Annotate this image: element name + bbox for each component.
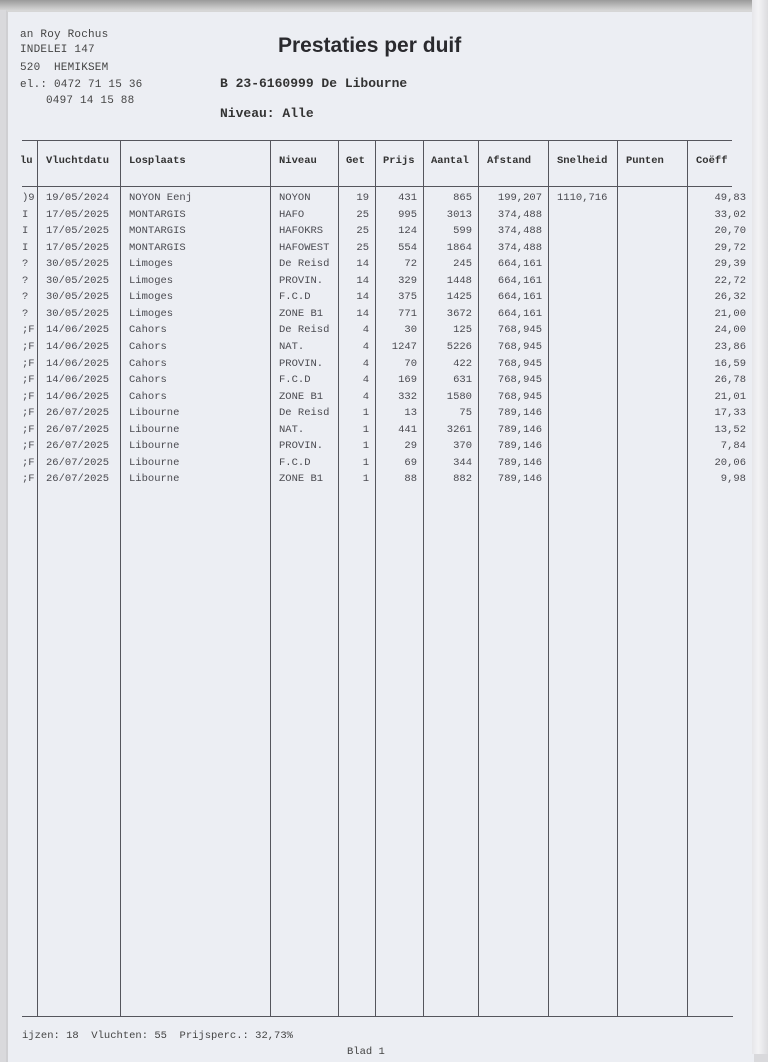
cell-prijs: 169 xyxy=(398,374,417,387)
cell-flight-date: 19/05/2024 xyxy=(46,192,110,204)
cell-afstand: 664,161 xyxy=(497,258,542,271)
cell-aantal: 1448 xyxy=(446,274,472,287)
cell-niveau: HAFOWEST xyxy=(279,241,330,254)
cell-get: 4 xyxy=(362,357,369,370)
cell-prijs: 69 xyxy=(404,456,417,469)
cell-aantal: 125 xyxy=(453,324,472,337)
cell-snelheid: 1110,716 xyxy=(557,192,608,204)
cell-release-location: Cahors xyxy=(129,390,167,403)
cell-release-location: Libourne xyxy=(129,473,180,486)
cell-release-location: MONTARGIS xyxy=(129,225,186,238)
cell-release-location: Limoges xyxy=(129,258,174,271)
cell-ring-suffix: ;F xyxy=(22,407,35,420)
cell-get: 25 xyxy=(356,208,369,221)
table-top-border xyxy=(22,140,732,141)
table-row xyxy=(0,471,760,487)
cell-niveau: F.C.D xyxy=(279,291,311,304)
cell-flight-date: 14/06/2025 xyxy=(46,340,110,353)
cell-prijs: 29 xyxy=(404,440,417,453)
cell-ring-suffix: ;F xyxy=(22,456,35,469)
cell-release-location: MONTARGIS xyxy=(129,208,186,221)
cell-coeff: 24,00 xyxy=(714,324,746,337)
cell-flight-date: 17/05/2025 xyxy=(46,208,110,221)
cell-ring-suffix: ? xyxy=(22,307,29,320)
col-header-losplaats: Losplaats xyxy=(129,155,186,167)
cell-niveau: ZONE B1 xyxy=(279,390,324,403)
cell-niveau: HAFOKRS xyxy=(279,225,324,238)
cell-afstand: 768,945 xyxy=(497,374,542,387)
cell-niveau: HAFO xyxy=(279,208,305,221)
cell-prijs: 1247 xyxy=(391,340,417,353)
cell-aantal: 1864 xyxy=(446,241,472,254)
cell-flight-date: 14/06/2025 xyxy=(46,357,110,370)
cell-release-location: Libourne xyxy=(129,407,180,420)
cell-flight-date: 26/07/2025 xyxy=(46,473,110,486)
cell-prijs: 431 xyxy=(398,192,417,204)
cell-get: 25 xyxy=(356,225,369,238)
cell-afstand: 664,161 xyxy=(497,274,542,287)
cell-prijs: 995 xyxy=(398,208,417,221)
sender-name xyxy=(20,24,108,34)
cell-ring-suffix: ;F xyxy=(22,423,35,436)
cell-niveau: ZONE B1 xyxy=(279,307,324,320)
cell-get: 1 xyxy=(362,473,369,486)
col-header-snelheid: Snelheid xyxy=(557,155,608,167)
cell-coeff: 9,98 xyxy=(720,473,746,486)
cell-release-location: Limoges xyxy=(129,274,174,287)
cell-get: 1 xyxy=(362,440,369,453)
cell-coeff: 21,01 xyxy=(714,390,746,403)
cell-niveau: NOYON xyxy=(279,192,311,204)
cell-niveau: F.C.D xyxy=(279,374,311,387)
cell-get: 14 xyxy=(356,274,369,287)
table-row xyxy=(0,389,760,405)
cell-niveau: ZONE B1 xyxy=(279,473,324,486)
table-row xyxy=(0,306,760,322)
cell-flight-date: 26/07/2025 xyxy=(46,407,110,420)
cell-niveau: NAT. xyxy=(279,423,305,436)
table-row xyxy=(0,256,760,272)
table-row xyxy=(0,289,760,305)
cell-coeff: 26,32 xyxy=(714,291,746,304)
cell-ring-suffix: ? xyxy=(22,274,29,287)
cell-get: 4 xyxy=(362,324,369,337)
cell-release-location: Limoges xyxy=(129,291,174,304)
cell-coeff: 17,33 xyxy=(714,407,746,420)
cell-coeff: 22,72 xyxy=(714,274,746,287)
cell-aantal: 75 xyxy=(459,407,472,420)
table-row xyxy=(0,223,760,239)
table-row xyxy=(0,240,760,256)
cell-coeff: 49,83 xyxy=(714,192,746,204)
cell-release-location: Cahors xyxy=(129,324,167,337)
sender-city: 520 HEMIKSEM xyxy=(20,62,109,74)
table-row xyxy=(0,339,760,355)
cell-get: 14 xyxy=(356,291,369,304)
cell-coeff: 33,02 xyxy=(714,208,746,221)
cell-ring-suffix: I xyxy=(22,208,29,221)
cell-aantal: 882 xyxy=(453,473,472,486)
cell-aantal: 344 xyxy=(453,456,472,469)
cell-afstand: 789,146 xyxy=(497,407,542,420)
col-header-aantal: Aantal xyxy=(431,155,469,167)
cell-ring-suffix: ;F xyxy=(22,473,35,486)
cell-afstand: 789,146 xyxy=(497,456,542,469)
scan-right-edge xyxy=(752,0,768,1054)
cell-prijs: 329 xyxy=(398,274,417,287)
cell-prijs: 375 xyxy=(398,291,417,304)
cell-release-location: Cahors xyxy=(129,357,167,370)
cell-flight-date: 30/05/2025 xyxy=(46,307,110,320)
cell-get: 25 xyxy=(356,241,369,254)
summary-line: ijzen: 18 Vluchten: 55 Prijsperc.: 32,73% xyxy=(22,1030,293,1042)
cell-afstand: 374,488 xyxy=(497,241,542,254)
cell-ring-suffix: ;F xyxy=(22,440,35,453)
cell-ring-suffix: )9 xyxy=(22,192,35,204)
cell-coeff: 20,06 xyxy=(714,456,746,469)
cell-afstand: 664,161 xyxy=(497,307,542,320)
cell-release-location: Libourne xyxy=(129,456,180,469)
table-row xyxy=(0,438,760,454)
cell-release-location: Libourne xyxy=(129,440,180,453)
cell-coeff: 26,78 xyxy=(714,374,746,387)
cell-flight-date: 26/07/2025 xyxy=(46,423,110,436)
cell-coeff: 29,39 xyxy=(714,258,746,271)
cell-coeff: 23,86 xyxy=(714,340,746,353)
col-header-ring: lu xyxy=(20,155,33,167)
col-header-get: Get xyxy=(346,155,365,167)
cell-coeff: 13,52 xyxy=(714,423,746,436)
cell-aantal: 245 xyxy=(453,258,472,271)
cell-niveau: De Reisd xyxy=(279,258,330,271)
cell-afstand: 199,207 xyxy=(497,192,542,204)
cell-afstand: 768,945 xyxy=(497,357,542,370)
cell-flight-date: 14/06/2025 xyxy=(46,374,110,387)
table-row xyxy=(0,190,760,206)
cell-afstand: 789,146 xyxy=(497,423,542,436)
table-row xyxy=(0,372,760,388)
cell-aantal: 631 xyxy=(453,374,472,387)
cell-get: 4 xyxy=(362,390,369,403)
cell-ring-suffix: ;F xyxy=(22,374,35,387)
cell-aantal: 1425 xyxy=(446,291,472,304)
cell-niveau: De Reisd xyxy=(279,324,330,337)
cell-release-location: Cahors xyxy=(129,340,167,353)
cell-prijs: 30 xyxy=(404,324,417,337)
cell-niveau: F.C.D xyxy=(279,456,311,469)
col-header-afstand: Afstand xyxy=(487,155,532,167)
cell-coeff: 20,70 xyxy=(714,225,746,238)
cell-coeff: 29,72 xyxy=(714,241,746,254)
cell-release-location: Cahors xyxy=(129,374,167,387)
col-header-niveau: Niveau xyxy=(279,155,317,167)
cell-coeff: 7,84 xyxy=(720,440,746,453)
cell-get: 14 xyxy=(356,258,369,271)
cell-ring-suffix: ;F xyxy=(22,357,35,370)
cell-prijs: 554 xyxy=(398,241,417,254)
cell-aantal: 865 xyxy=(453,192,472,204)
pigeon-id: B 23-6160999 De Libourne xyxy=(220,76,408,91)
cell-aantal: 1580 xyxy=(446,390,472,403)
cell-get: 14 xyxy=(356,307,369,320)
col-header-vluchtdatum: Vluchtdatu xyxy=(46,155,110,167)
cell-ring-suffix: ;F xyxy=(22,324,35,337)
cell-get: 1 xyxy=(362,456,369,469)
cell-release-location: Limoges xyxy=(129,307,174,320)
col-header-punten: Punten xyxy=(626,155,664,167)
cell-get: 1 xyxy=(362,407,369,420)
sender-phone: el.: 0472 71 15 36 xyxy=(20,79,143,91)
cell-ring-suffix: ;F xyxy=(22,390,35,403)
cell-ring-suffix: ? xyxy=(22,291,29,304)
scan-top-edge xyxy=(0,0,768,10)
table-row xyxy=(0,322,760,338)
cell-release-location: NOYON Eenj xyxy=(129,192,193,204)
table-row xyxy=(0,207,760,223)
table-row xyxy=(0,455,760,471)
cell-coeff: 21,00 xyxy=(714,307,746,320)
cell-ring-suffix: I xyxy=(22,225,29,238)
cell-prijs: 70 xyxy=(404,357,417,370)
cell-flight-date: 14/06/2025 xyxy=(46,324,110,337)
cell-prijs: 124 xyxy=(398,225,417,238)
cell-prijs: 72 xyxy=(404,258,417,271)
cell-afstand: 374,488 xyxy=(497,208,542,221)
table-bottom-border xyxy=(22,1016,733,1017)
header-bottom-border xyxy=(22,186,732,187)
cell-niveau: PROVIN. xyxy=(279,440,324,453)
cell-get: 1 xyxy=(362,423,369,436)
cell-flight-date: 26/07/2025 xyxy=(46,440,110,453)
cell-niveau: PROVIN. xyxy=(279,357,324,370)
cell-afstand: 789,146 xyxy=(497,440,542,453)
cell-afstand: 789,146 xyxy=(497,473,542,486)
niveau-filter: Niveau: Alle xyxy=(220,106,314,121)
cell-get: 4 xyxy=(362,340,369,353)
cell-flight-date: 17/05/2025 xyxy=(46,225,110,238)
table-row xyxy=(0,356,760,372)
cell-release-location: Libourne xyxy=(129,423,180,436)
cell-aantal: 3672 xyxy=(446,307,472,320)
cell-afstand: 374,488 xyxy=(497,225,542,238)
table-row xyxy=(0,422,760,438)
cell-flight-date: 17/05/2025 xyxy=(46,241,110,254)
cell-afstand: 768,945 xyxy=(497,340,542,353)
cell-get: 4 xyxy=(362,374,369,387)
cell-release-location: MONTARGIS xyxy=(129,241,186,254)
cell-flight-date: 26/07/2025 xyxy=(46,456,110,469)
cell-niveau: PROVIN. xyxy=(279,274,324,287)
cell-aantal: 5226 xyxy=(446,340,472,353)
cell-aantal: 3261 xyxy=(446,423,472,436)
cell-aantal: 422 xyxy=(453,357,472,370)
document-page xyxy=(6,10,754,1062)
cell-flight-date: 30/05/2025 xyxy=(46,258,110,271)
cell-aantal: 3013 xyxy=(446,208,472,221)
cell-ring-suffix: ;F xyxy=(22,340,35,353)
cell-prijs: 88 xyxy=(404,473,417,486)
cell-afstand: 664,161 xyxy=(497,291,542,304)
col-header-prijs: Prijs xyxy=(383,155,415,167)
cell-flight-date: 30/05/2025 xyxy=(46,291,110,304)
page-number: Blad 1 xyxy=(347,1046,385,1058)
cell-aantal: 599 xyxy=(453,225,472,238)
cell-prijs: 771 xyxy=(398,307,417,320)
cell-flight-date: 14/06/2025 xyxy=(46,390,110,403)
cell-ring-suffix: ? xyxy=(22,258,29,271)
sender-street: INDELEI 147 xyxy=(20,44,95,56)
table-row xyxy=(0,405,760,421)
cell-prijs: 13 xyxy=(404,407,417,420)
cell-flight-date: 30/05/2025 xyxy=(46,274,110,287)
table-row xyxy=(0,273,760,289)
cell-afstand: 768,945 xyxy=(497,324,542,337)
cell-ring-suffix: I xyxy=(22,241,29,254)
cell-prijs: 441 xyxy=(398,423,417,436)
cell-prijs: 332 xyxy=(398,390,417,403)
page-title: Prestaties per duif xyxy=(278,34,462,57)
cell-niveau: NAT. xyxy=(279,340,305,353)
cell-niveau: De Reisd xyxy=(279,407,330,420)
cell-coeff: 16,59 xyxy=(714,357,746,370)
col-header-coeff: Coëff xyxy=(696,155,728,167)
cell-afstand: 768,945 xyxy=(497,390,542,403)
cell-aantal: 370 xyxy=(453,440,472,453)
sender-phone-2: 0497 14 15 88 xyxy=(46,95,135,107)
cell-get: 19 xyxy=(356,192,369,204)
